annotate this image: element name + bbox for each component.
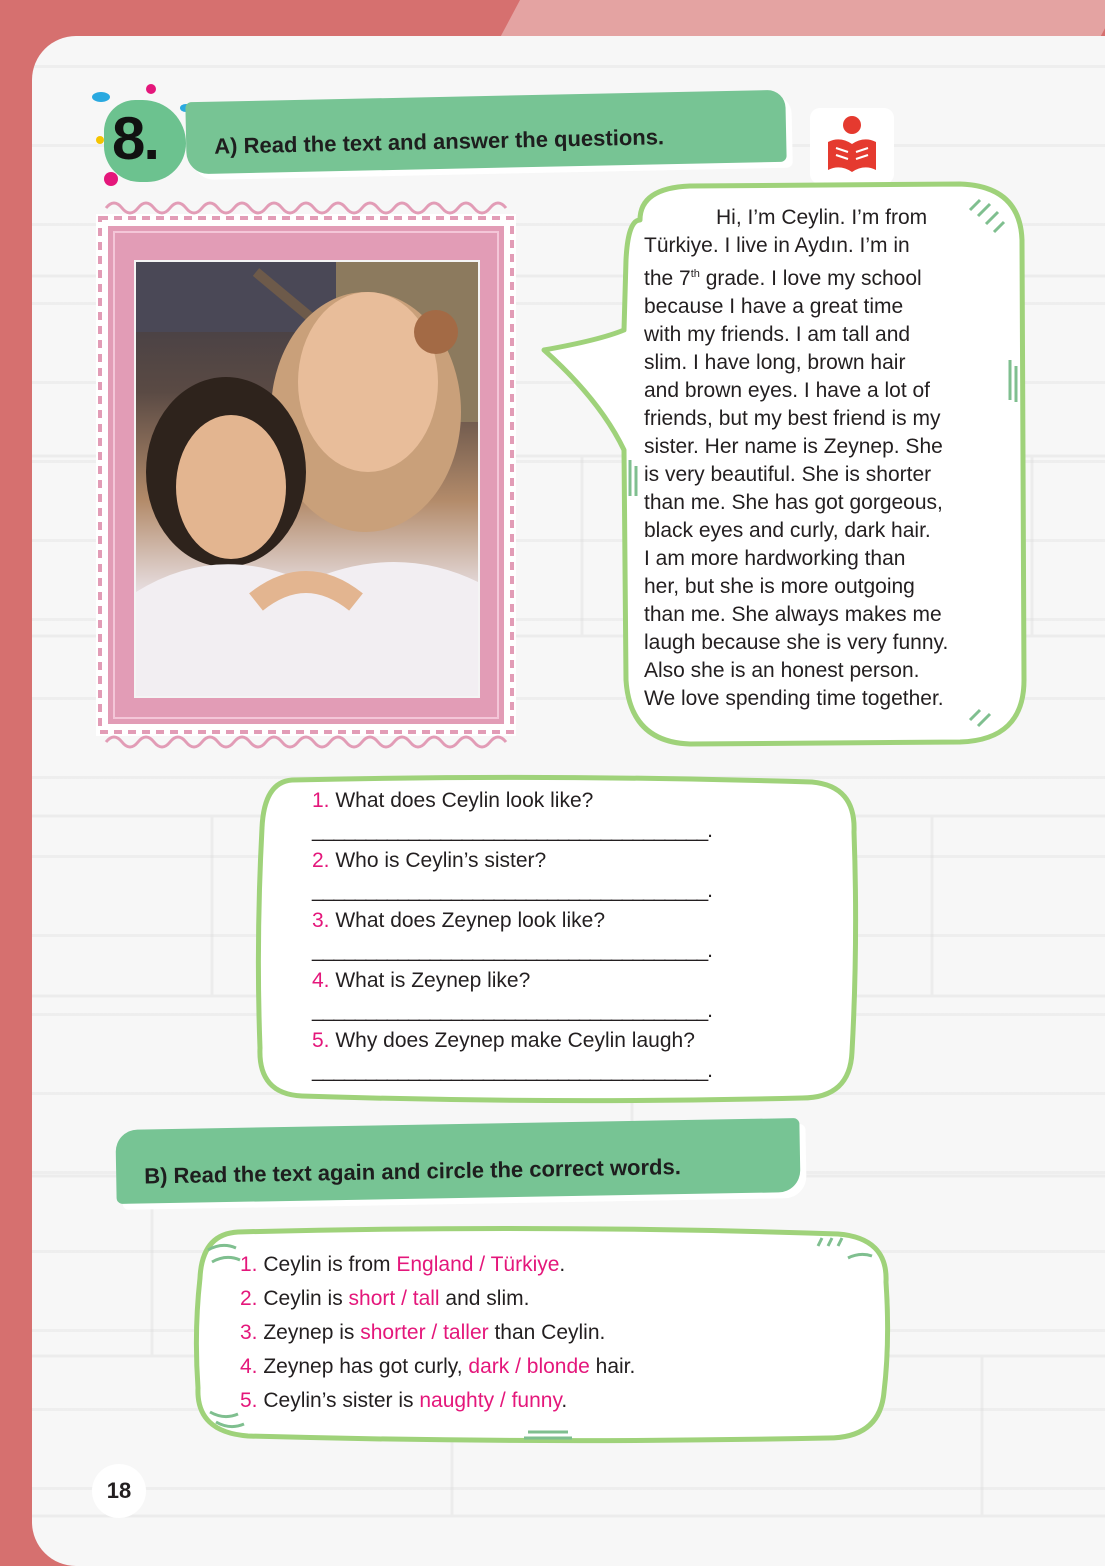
- paint-splash: [104, 172, 118, 186]
- word-options[interactable]: naughty / funny: [419, 1389, 562, 1412]
- question-item: 2. Who is Ceylin’s sister?: [312, 849, 547, 872]
- passage-line: is very beautiful. She is shorter: [644, 463, 932, 486]
- questions-list: [312, 788, 812, 1088]
- passage-line: Also she is an honest person.: [644, 659, 920, 682]
- word-options[interactable]: short / tall: [348, 1287, 440, 1310]
- section-number: 8.: [112, 105, 159, 172]
- passage-line: We love spending time together.: [644, 687, 944, 710]
- answer-line[interactable]: _____________________________________.: [312, 879, 712, 902]
- answer-line[interactable]: _____________________________________.: [312, 1059, 712, 1082]
- word-options[interactable]: shorter / taller: [360, 1321, 489, 1344]
- question-item: 5. Why does Zeynep make Ceylin laugh?: [312, 1029, 695, 1052]
- circle-item: 5. Ceylin’s sister is naughty / funny.: [240, 1389, 568, 1412]
- passage-line: black eyes and curly, dark hair.: [644, 519, 931, 542]
- passage-line: and brown eyes. I have a lot of: [644, 379, 931, 402]
- circle-item: 4. Zeynep has got curly, dark / blonde hair.: [240, 1355, 636, 1378]
- answer-line[interactable]: _____________________________________.: [312, 819, 712, 842]
- circle-words-list: [240, 1248, 880, 1418]
- passage-line: her, but she is more outgoing: [644, 575, 915, 598]
- circle-item: 1. Ceylin is from England / Türkiye.: [240, 1253, 566, 1276]
- paint-splash: [92, 92, 110, 102]
- paint-splash: [96, 136, 104, 144]
- answer-line[interactable]: _____________________________________.: [312, 939, 712, 962]
- part-a-instruction: A) Read the text and answer the questions.: [213, 124, 665, 159]
- answer-line[interactable]: _____________________________________.: [312, 999, 712, 1022]
- passage-line: Türkiye. I live in Aydın. I’m in: [644, 234, 910, 257]
- question-item: 3. What does Zeynep look like?: [312, 909, 605, 932]
- passage-line: the 7th grade. I love my school: [644, 267, 922, 290]
- passage-line: sister. Her name is Zeynep. She: [644, 435, 943, 458]
- circle-item: 2. Ceylin is short / tall and slim.: [240, 1287, 530, 1310]
- word-options[interactable]: dark / blonde: [468, 1355, 590, 1378]
- reader-icon: [810, 108, 894, 184]
- page-number: 18: [92, 1464, 146, 1518]
- passage-line: than me. She has got gorgeous,: [644, 491, 943, 514]
- word-options[interactable]: England / Türkiye: [396, 1253, 560, 1276]
- circle-item: 3. Zeynep is shorter / taller than Ceylin.: [240, 1321, 606, 1344]
- passage-line: because I have a great time: [644, 295, 904, 318]
- question-item: 4. What is Zeynep like?: [312, 969, 531, 992]
- passage-line: with my friends. I am tall and: [644, 323, 911, 346]
- part-b-instruction-banner: [115, 1118, 800, 1204]
- photo-illustration: [136, 262, 478, 696]
- passage-line: than me. She always makes me: [644, 603, 942, 626]
- photo-two-girls: [134, 260, 480, 698]
- passage-line: laugh because she is very funny.: [644, 631, 949, 654]
- passage-line: Hi, I’m Ceylin. I’m from: [716, 206, 928, 229]
- passage-line: slim. I have long, brown hair: [644, 351, 906, 374]
- passage-line: I am more hardworking than: [644, 547, 906, 570]
- question-item: 1. What does Ceylin look like?: [312, 789, 594, 812]
- passage-line: friends, but my best friend is my: [644, 407, 941, 430]
- reading-passage: [644, 204, 1004, 713]
- part-b-instruction: B) Read the text again and circle the correct words.: [143, 1154, 682, 1189]
- paint-splash: [146, 84, 156, 94]
- part-a-instruction-banner: [185, 90, 786, 175]
